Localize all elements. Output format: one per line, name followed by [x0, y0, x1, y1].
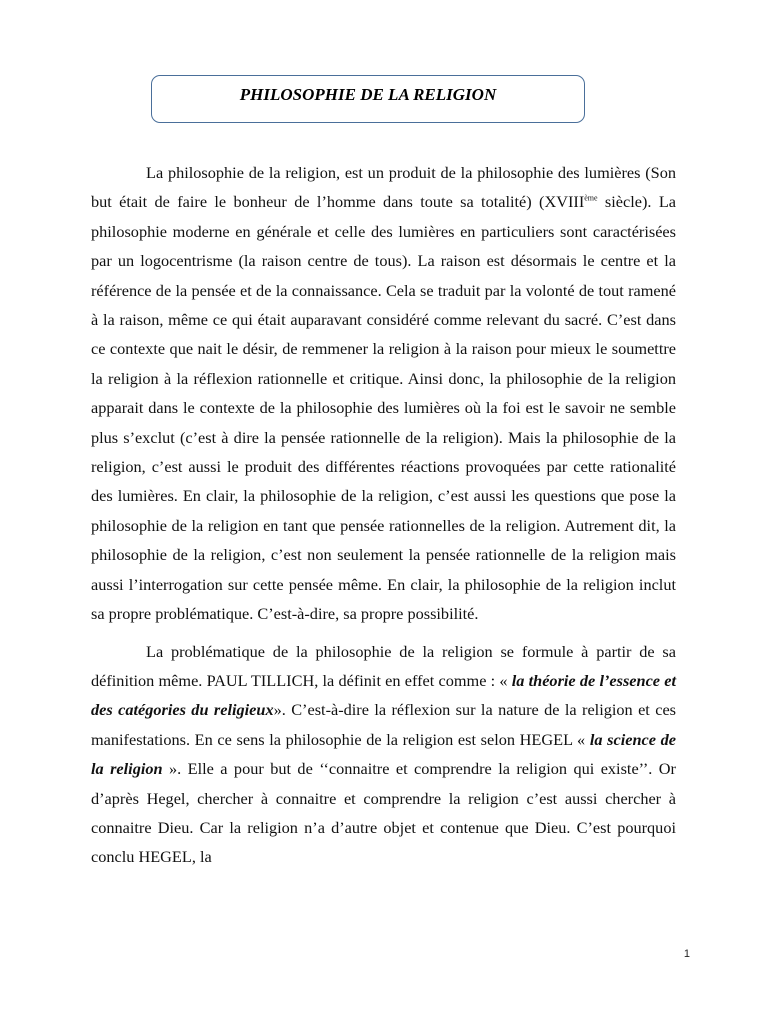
document-title: PHILOSOPHIE DE LA RELIGION: [239, 85, 497, 104]
superscript-eme: ème: [584, 193, 598, 203]
page-number: 1: [683, 948, 690, 960]
title-box: [151, 75, 585, 123]
document-body: [91, 158, 676, 872]
paragraph-2-text-b: ». C’est-à-dire la réflexion sur la nature de la religion et ces manifestations. En ce sens la philosophie de la religion est selon HEGEL «: [91, 700, 677, 749]
paragraph-2-text-c: ». Elle a pour but de ‘‘connaitre et comprendre la religion qui existe’’. Or d’après Hegel, chercher à connaitre et comprendre la religion c’est aussi chercher à connaitre Dieu. Car la religion n’a d’autre objet et contenue que Dieu. C’est pourquoi conclu HEGEL, la: [91, 759, 676, 867]
paragraph-2: [91, 637, 676, 872]
paragraph-1: [91, 158, 676, 629]
tillich-quote: la théorie de l’essence et des catégories du religieux: [91, 670, 677, 720]
paragraph-2-text-a: La problématique de la philosophie de la religion se formule à partir de sa définition même. PAUL TILLICH, la définit en effet comme : «: [91, 641, 676, 690]
paragraph-1-text-b: siècle). La philosophie moderne en générale et celle des lumières en particuliers sont caractérisées par un logocentrisme (la raison centre de tous). La raison est désormais le centre et la référence de la pensée et de la connaissance. Cela se traduit par la volonté de tout ramené à la raison, même ce qui était auparavant considéré comme relevant du sacré. C’est dans ce contexte que nait le désir, de remmener la religion à la raison pour mieux le soumettre la religion à la réflexion rationnelle et critique. Ainsi donc, la philosophie de la religion apparait dans le contexte de la philosophie des lumières où la foi est le savoir ne semble plus s’exclut (c’est à dire la pensée rationnelle de la religion). Mais la philosophie de la religion, c’est aussi le produit des différentes réactions provoquées par cette rationalité des lumières. En clair, la philosophie de la religion, c’est aussi les questions que pose la philosophie de la religion en tant que pensée rationnelles de la religion. Autrement dit, la philosophie de la religion, c’est non seulement la pensée rationnelle de la religion mais aussi l’interrogation sur cette pensée même. En clair, la philosophie de la religion inclut sa propre problématique. C’est-à-dire, sa propre possibilité.: [91, 192, 677, 624]
paragraph-1-text-a: La philosophie de la religion, est un produit de la philosophie des lumières (Son but était de faire le bonheur de l’homme dans toute sa totalité) (XVIII: [91, 163, 676, 212]
hegel-quote: la science de la religion: [91, 729, 676, 779]
